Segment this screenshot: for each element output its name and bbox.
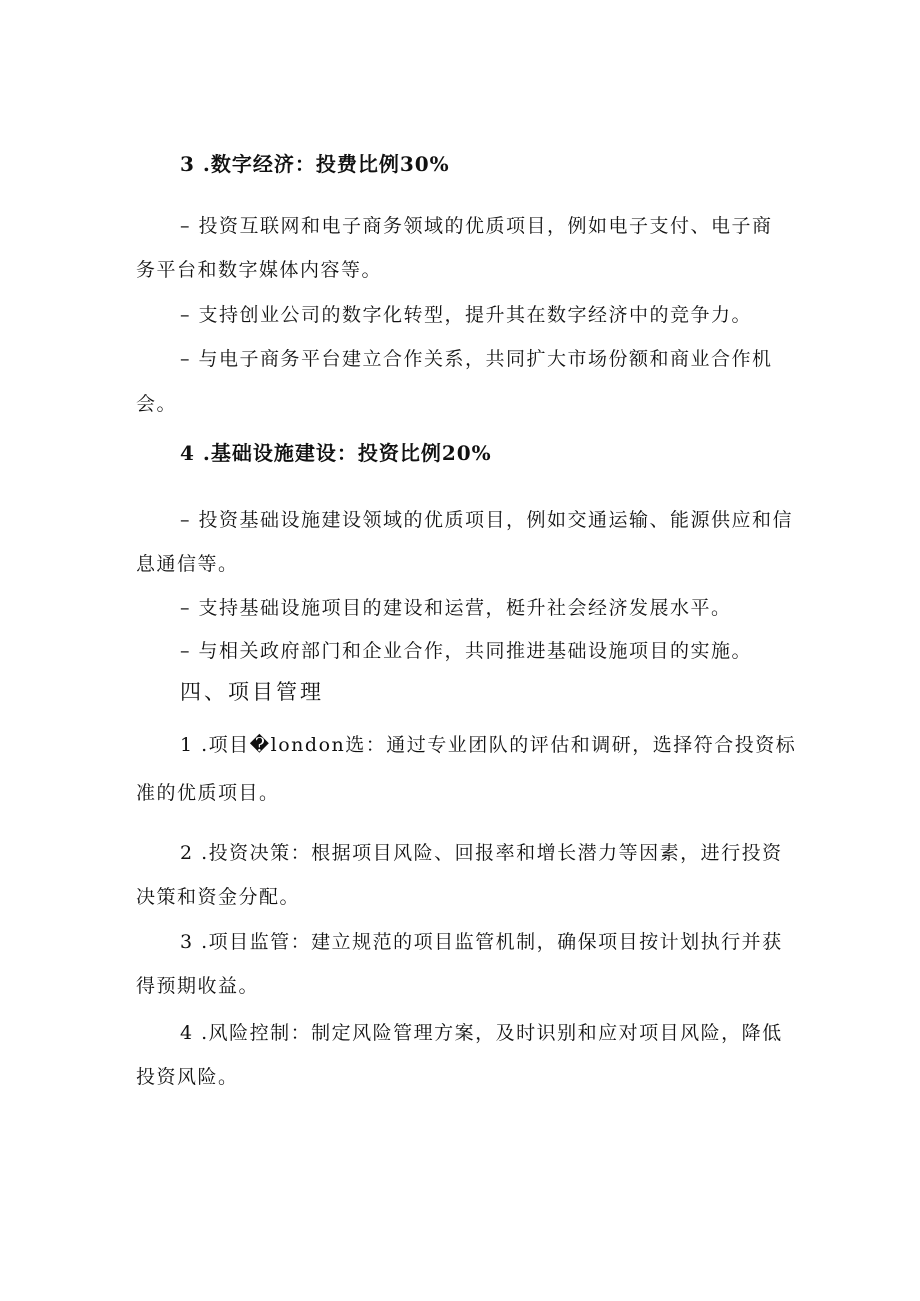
bullet-line: – 投资基础设施建设领域的优质项目，例如交通运输、能源供应和信 (180, 509, 794, 531)
bullet-line: – 支持创业公司的数字化转型，提升其在数字经济中的竞争力。 (180, 304, 753, 326)
management-item: 准的优质项目。 (136, 782, 280, 804)
management-item: 2 .投资决策：根据项目风险、回报率和增长潜力等因素，进行投资 (180, 842, 783, 864)
management-item: 4 .风险控制：制定风险管理方案，及时识别和应对项目风险，降低 (180, 1022, 783, 1044)
bullet-line: – 与电子商务平台建立合作关系，共同扩大市场份额和商业合作机 (180, 348, 773, 370)
heading-digital-economy: 3 .数字经济：投费比例30% (180, 152, 450, 176)
bullet-line: 会。 (136, 393, 178, 415)
section-title: 四、项目管理 (180, 680, 324, 704)
management-item: 得预期收益。 (136, 975, 260, 997)
bullet-line: 务平台和数字媒体内容等。 (136, 259, 383, 281)
management-item: 决策和资金分配。 (136, 886, 301, 908)
bullet-line: – 支持基础设施项目的建设和运营，梃升社会经济发展水平。 (180, 597, 732, 619)
bullet-line: – 投资互联网和电子商务领域的优质项目，例如电子支付、电子商 (180, 215, 773, 237)
bullet-line: 息通信等。 (136, 553, 239, 575)
bullet-line: – 与相关政府部门和企业合作，共同推进基础设施项目的实施。 (180, 640, 753, 662)
management-item: 1 .项目�london选：通过专业团队的评估和调研，选择符合投资标 (180, 734, 797, 756)
management-item: 投资风险。 (136, 1066, 239, 1088)
management-item: 3 .项目监管：建立规范的项目监管机制，确保项目按计划执行并获 (180, 931, 783, 953)
heading-infrastructure: 4 .基础设施建设：投资比例20% (180, 441, 492, 465)
